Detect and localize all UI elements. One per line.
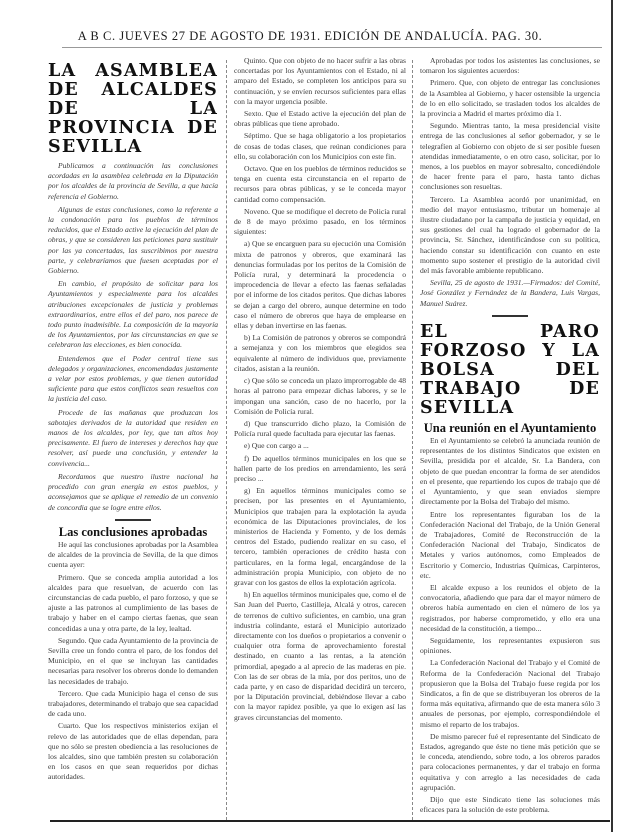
column-divider [412, 60, 414, 820]
paragraph: Sexto. Que el Estado active la ejecución del plan de obras públicas que tiene aprobado. [234, 109, 406, 129]
page-edge [611, 0, 613, 832]
section-divider [115, 519, 151, 521]
column-1 [48, 56, 218, 785]
paragraph: Segundo. Mientras tanto, la mesa presidencial visite entrega de las conclusiones al señor gobernador, y se le telegrafíen al Gobierno con objeto de si ser posible fuesen atendidas inmediatamente, o en otro caso, solicitar, por lo menos, a los pueblos en mayor sobresalto, concediéndole de hacer frente para el paro, hasta tanto dichas conclusiones son resueltas. [420, 121, 600, 192]
footer-rule [50, 820, 610, 822]
subhead-reunion: Una reunión en el Ayuntamiento [423, 420, 597, 435]
paragraph: Procede de las mañanas que produzcan los sabotajes derivados de la autoridad que residen en manos de los alcaldes, por ley, que tan altos hoy precisamente. El fuero de intereses y derechos hay que resolver, así puede una conclusión, y entender la convivencia... [48, 407, 218, 468]
section-divider [492, 315, 528, 317]
paragraph: Séptimo. Que se haga obligatorio a los propietarios de cosas de todas clases, que reúnan condiciones para ello, su colaboración con los Municipios con este fin. [234, 131, 406, 161]
paragraph: Octavo. Que en los pueblos de términos reducidos se tenga en cuenta esta circunstancia en el reparto de recursos para obras públicas, y se le conceda mayor cantidad como compensación. [234, 164, 406, 204]
paragraph: a) Que se encarguen para su ejecución una Comisión mixta de patronos y obreros, que examinará las denuncias formuladas por los peritos de la Comisión de Policía rural, y determinará la procedencia o improcedencia de llevar a efecto las faenas señaladas por el informe de los citados peritos. Que dichas labores se dejan a cargo del obrero, aunque determine en todo caso el número de obreros que haya de emplearse en ellas y deban invertirse en las faenas. [234, 239, 406, 331]
paragraph: Segundo. Que cada Ayuntamiento de la provincia de Sevilla cree un fondo contra el paro, de los fondos del Municipio, en el que se incluyan las cantidades necesarias para resolver los obreros donde lo demanden las necesidades de trabajo. [48, 635, 218, 686]
paragraph: La Confederación Nacional del Trabajo y el Comité de Reforma de la Confederación Nacional del Trabajo propusieron que la Bolsa del Trabajo fuese regida por los Sindicatos, a fin de que se distribuyeran los obreros de la forma más equitativa, afirmando que de esta manera sólo 3 anuales de personas, por ejemplo, correspondiéndole el mismo el reparto de los trabajos. [420, 658, 600, 729]
paragraph: He aquí las conclusiones aprobadas por la Asamblea de alcaldes de la provincia de Sevilla, de la que dimos cuenta ayer: [48, 539, 218, 570]
paragraph: El alcalde expuso a los reunidos el objeto de la convocatoria, añadiendo que para dar el mayor número de obreros había aumentado en cien el número de los ya registrados, por haberse comprometido, y ello era una necesidad de la constitución, a tiempo... [420, 582, 600, 633]
paragraph: Entre los representantes figuraban los de la Confederación Nacional del Trabajo, de la Unión General de Trabajadores, Comité de Reconstrucción de la Confederación Nacional del Trabajo, Sindicatos de Metales y varios autónomos, como Empleados de Escritorio y Comercio, Industrias Químicas, Carpinteros, etc. [420, 509, 600, 580]
paragraph: g) En aquellos términos municipales como se precisen, por las presentes en el Ayuntamiento, Municipios que trabajen para la explotación la ayuda económica de las Diputaciones provinciales, de los ministerios de Hacienda y Fomento, y de los demás centros del Estado, pudiendo realizar en su caso, el tercero, también operaciones de crédito hasta con particulares, en la forma legal, encargándose de la administración propia Municipio, con objeto de no gravar con los gastos de ellos la explotación agrícola. [234, 486, 406, 587]
masthead: A B C. JUEVES 27 DE AGOSTO DE 1931. EDICIÓN DE ANDALUCÍA. PAG. 30. [77, 29, 543, 43]
column-2 [234, 56, 406, 725]
paragraph: Primero. Que se conceda amplia autoridad a los alcaldes para que resuelvan, de acuerdo con las circunstancias de cada pueblo, el paro forzoso, y que se ajuste a las patronos al cumplimiento de las bases de trabajo y haber en el campo ciertas faenas, que sean concedidas a una y otra parte, de la ley, lealtad. [48, 572, 218, 633]
paragraph: b) La Comisión de patronos y obreros se compondrá a semejanza y con los miembros que elegidos sea equivalente al número de individuos que, previamente citados, asistan a la reunión. [234, 333, 406, 373]
paragraph: En el Ayuntamiento se celebró la anunciada reunión de representantes de los distintos Sindicatos que existen en Sevilla, presidida por el alcalde, Sr. La Bandera, con objeto de que puedan encontrar la forma de ser atendidos en el presente, que repartiendo los cupos de trabajo que dé el Ayuntamiento, y que sean enviados siempre directamente por la Bolsa del Trabajo del mismo. [420, 436, 600, 507]
paragraph: c) Que sólo se conceda un plazo improrrogable de 48 horas al patrono para empezar dichas labores, y se le impongan una sanción, caso de no hacerlo, por la Comisión de Policía rural. [234, 376, 406, 416]
paragraph: Entendemos que el Poder central tiene sus delegados y organizaciones, encomendadas justamente a velar por estos problemas, y que tienen autoridad suficiente para que estos conflictos sean resueltos con la justicia del caso. [48, 353, 218, 404]
paragraph: Algunas de estas conclusiones, como la referente a la condonación para los pueblos de términos reducidos, que el Estado active la ejecución del plan de obras, y que se consideren las peticiones para sustituir por las ya concertadas, las suscribimos por nuestra parte, y celebraríamos que fuesen aceptadas por el Gobierno. [48, 204, 218, 276]
paragraph: e) Que con cargo a ... [244, 441, 309, 451]
paragraph: De mismo parecer fué el representante del Sindicato de Estados, agregando que éste no tiene más petición que se le conceda, atendiendo, sobre todo, a los obreros parados para colocaciones permanentes, y dar el trabajo en forma equitativa y con arreglo a las necesidades de cada agrupación. [420, 731, 600, 792]
signature: Sevilla, 25 de agosto de 1931.—Firmados: del Comité, José González y Fernández de la Bandera, Luis Vargas, Manuel Suárez. [420, 278, 600, 308]
paragraph: Seguidamente, los representantes expusieron sus opiniones. [420, 635, 600, 656]
subhead-conclusiones: Las conclusiones aprobadas [58, 524, 208, 539]
lede: Publicamos a continuación las conclusiones acordadas en la asamblea celebrada en la Diputación por los alcaldes de la provincia de Sevilla, a que hacía referencia el Gobierno. [48, 161, 218, 201]
paragraph: Tercero. Que cada Municipio haga el censo de sus trabajadores, determinando el trabajo que sea capacidad de cada uno. [48, 688, 218, 719]
paragraph: Recordamos que nuestro ilustre nacional ha procedido con gran energía en estos pueblos, y aconsejamos que se aplique el remedio de un convenio de concordia que se logre entre ellos. [48, 471, 218, 512]
paragraph: En cambio, el propósito de solicitar para los Ayuntamientos y especialmente para los alcaldes atribuciones excepcionales de justicia y problemas extraordinarios, entre ellos el del paro, nos parece de todo punto inadmisible. La composición de la mayoría de los Ayuntamientos, por las circunstancias en que se celebraron las elecciones, es bien conocida. [48, 279, 218, 350]
paragraph: Aprobadas por todos los asistentes las conclusiones, se tomaron los siguientes acuerdos: [420, 56, 600, 76]
paragraph: Noveno. Que se modifique el decreto de Policía rural de 8 de mayo próximo pasado, en los términos siguientes: [234, 206, 406, 237]
header-rule [62, 47, 602, 48]
paragraph: d) Que transcurrido dicho plazo, la Comisión de Policía rural quede facultada para ejecutar las faenas. [234, 418, 406, 439]
paragraph: Primero. Que, con objeto de entregar las conclusiones de la Asamblea al Gobierno, y hacer ostensible la urgencia de lo en ello solicitado, se trasladen todos los alcaldes de la provincia a Madrid el martes próximo día 1. [420, 78, 600, 119]
paragraph: Dijo que este Sindicato tiene las soluciones más eficaces para la solución de este problema. [420, 794, 600, 815]
headline-asamblea: LA ASAMBLEA DE ALCALDES DE LA PROVINCIA DE SEVILLA [48, 61, 218, 157]
paragraph: Quinto. Que con objeto de no hacer sufrir a las obras concertadas por los Ayuntamientos con el Estado, ni al amparo del Estado, se completen los anticipos para su continuación, y se envíen recursos suficientes para ellas con la mayor urgencia posible. [234, 56, 406, 106]
paragraph: f) De aquellos términos municipales en los que se hallen parte de los predios en arrendamiento, les será preciso ... [234, 453, 406, 483]
paragraph: Cuarto. Que los respectivos ministerios exijan el relevo de las autoridades que de ellas dependan, para que no sólo se presten obediencia a las resoluciones de los alcaldes, sino que también presten su colaboración en los casos en que sean requeridos por dichas autoridades. [48, 721, 218, 782]
column-divider [226, 60, 228, 820]
headline-paro-forzoso: EL PARO FORZOSO Y LA BOLSA DEL TRABAJO DE SEVILLA [420, 321, 600, 418]
column-3 [420, 56, 600, 817]
paragraph: h) En aquellos términos municipales que, como el de San Juan del Puerto, Castilleja, Alcalá y otros, carecen de terrenos de cultivo suficientes, en cambio, una gran industria colindante, estará el Municipio autorizado directamente con los dueños o propietarios a convenir o cualquier otra forma de aprovechamiento forestal destinado, en cuanto a las rentas, a la atención primordial, apegado a al aprecio de las maderas en pie. Con las de ser obras de la mía, por dos peritos, uno de cada parte, y en caso de disparidad decidirá un tercero, por la Diputación provincial, debiéndose llevar a cabo con la mayor rapidez posible, ya que lo exigen así las graves circunstancias del momento. [234, 590, 406, 722]
paragraph: Tercero. La Asamblea acordó por unanimidad, en medio del mayor entusiasmo, tributar un homenaje al ilustre ciudadano por la campaña de justicia y equidad, en sus gestiones del cual ha logrado el gobernador de la provincia, Sr. Sánchez, identificándose con su política, haciendo constar su identificación con cuanto en este momento supo sostener el prestigio de la autoridad civil del más favorable ambiente republicano. [420, 194, 600, 276]
